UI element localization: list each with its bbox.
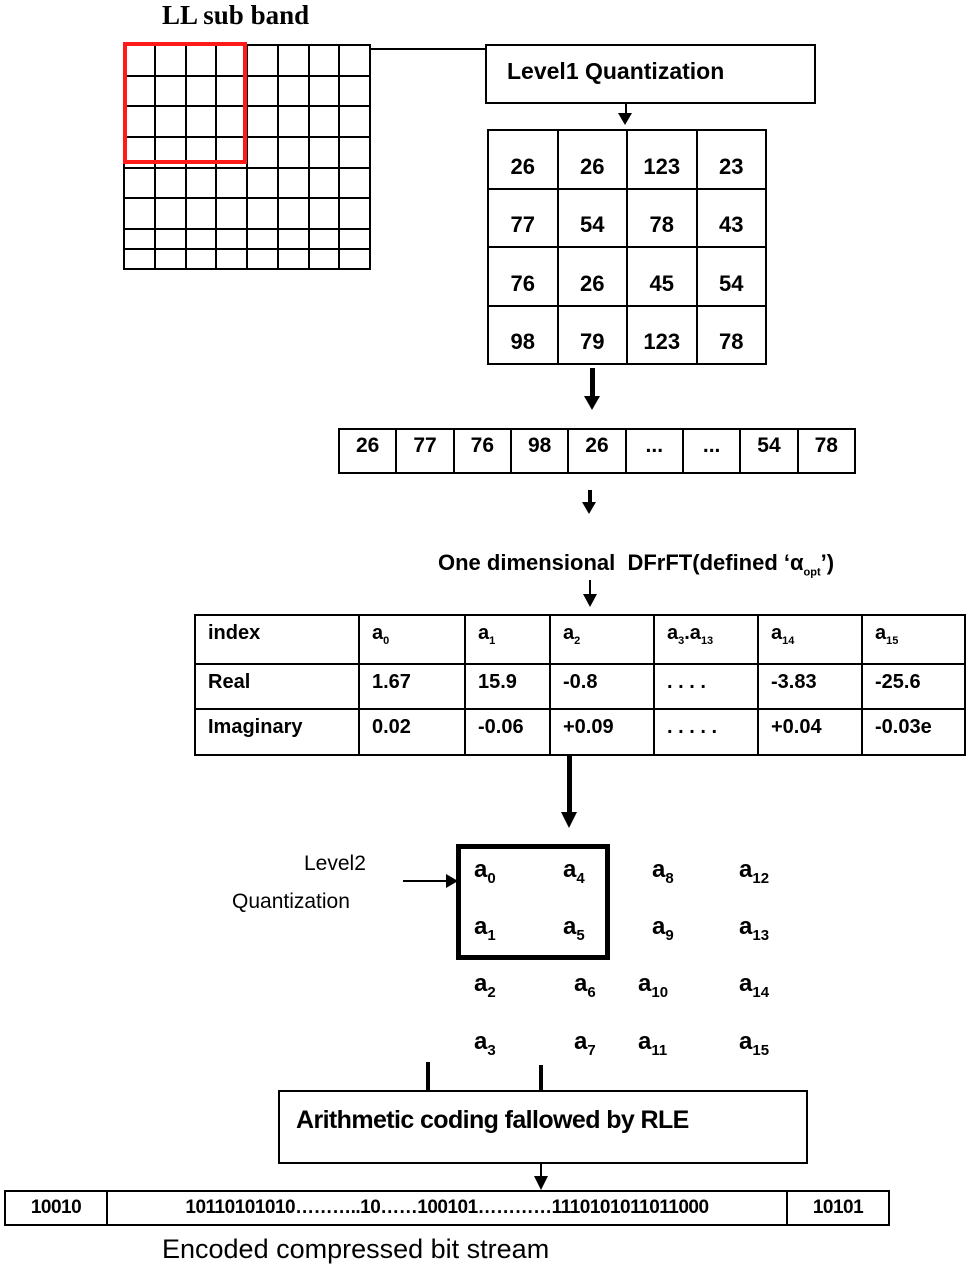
connector-tick — [539, 1065, 543, 1092]
matrix-cell: 45 — [627, 247, 697, 306]
coef-a10: $a_{10}$ — [638, 970, 669, 1001]
coef-a3: $a_3$ — [474, 1028, 496, 1059]
vector-cell: 78 — [798, 429, 855, 473]
matrix-cell: 26 — [558, 130, 628, 189]
matrix-cell: 98 — [488, 306, 558, 365]
level1-quantization-label: Level1 Quantization — [507, 58, 725, 84]
ll-highlight-block — [123, 42, 247, 164]
coef-symbol: a — [478, 622, 490, 644]
ll-subband-title: LL sub band — [162, 0, 310, 30]
matrix-cell: 78 — [627, 189, 697, 248]
table-cell: -0.06 — [465, 709, 550, 755]
coef-index: 3 — [678, 635, 685, 647]
matrix-cell: 54 — [697, 247, 767, 306]
coef-a14: $a_{14}$ — [739, 970, 770, 1001]
arithmetic-coding-box — [278, 1090, 808, 1164]
coef-a5: $a_5$ — [563, 913, 585, 944]
matrix-cell: 79 — [558, 306, 628, 365]
arithmetic-coding-label: Arithmetic coding fallowed by RLE — [296, 1106, 689, 1134]
matrix-cell: 26 — [488, 130, 558, 189]
coef-a2: $a_2$ — [474, 970, 496, 1001]
table-cell: -0.8 — [550, 664, 654, 710]
vector-cell: ... — [683, 429, 740, 473]
table-cell: . . . . . — [654, 709, 758, 755]
header-cell — [465, 615, 550, 664]
arrow-down-icon — [582, 502, 596, 514]
coef-a7: $a_7$ — [574, 1028, 596, 1059]
matrix-cell: 54 — [558, 189, 628, 248]
arrow-shaft — [567, 756, 572, 814]
zigzag-vector — [338, 428, 856, 474]
coef-a0: $a_0$ — [474, 856, 496, 887]
matrix-cell: 123 — [627, 130, 697, 189]
table-cell: +0.04 — [758, 709, 862, 755]
coef-symbol: a — [875, 622, 887, 644]
matrix-cell: 43 — [697, 189, 767, 248]
matrix-cell: 23 — [697, 130, 767, 189]
matrix-cell: 78 — [697, 306, 767, 365]
coef-symbol: .a — [684, 622, 701, 644]
table-cell: -25.6 — [862, 664, 965, 710]
row-label: Real — [195, 664, 359, 710]
dfrft-label-suffix: ’) — [820, 550, 835, 575]
header-cell — [359, 615, 465, 664]
header-cell — [862, 615, 965, 664]
coef-symbol: a — [667, 622, 679, 644]
coef-index: 2 — [574, 635, 581, 647]
coef-index: 13 — [700, 635, 714, 647]
vector-cell: 54 — [740, 429, 797, 473]
arrow-down-icon — [583, 594, 597, 607]
table-cell: +0.09 — [550, 709, 654, 755]
level2-label-line2: Quantization — [232, 890, 350, 913]
arrow-shaft — [590, 368, 595, 398]
table-cell: -3.83 — [758, 664, 862, 710]
connector-line — [371, 48, 487, 50]
matrix-cell: 77 — [488, 189, 558, 248]
arrow-down-icon — [561, 812, 577, 828]
coef-a15: $a_{15}$ — [739, 1028, 770, 1059]
matrix-cell: 26 — [558, 247, 628, 306]
dfrft-label — [438, 550, 834, 578]
coef-a4: $a_4$ — [563, 856, 585, 887]
alpha-subscript: opt — [803, 566, 821, 579]
header-cell — [758, 615, 862, 664]
arrow-shaft — [403, 880, 448, 882]
vector-cell: ... — [626, 429, 683, 473]
coef-symbol: a — [372, 622, 384, 644]
vector-cell: 76 — [454, 429, 511, 473]
matrix-cell: 76 — [488, 247, 558, 306]
vector-cell: 77 — [396, 429, 453, 473]
coef-index: 0 — [383, 635, 390, 647]
table-cell: . . . . — [654, 664, 758, 710]
vector-cell: 26 — [568, 429, 625, 473]
arrow-down-icon — [534, 1176, 548, 1190]
arrow-down-icon — [584, 396, 600, 410]
bitstream-caption: Encoded compressed bit stream — [162, 1234, 550, 1264]
coef-a8: $a_8$ — [652, 856, 674, 887]
table-row-real — [195, 664, 965, 710]
level2-label-line1: Level2 — [304, 852, 366, 875]
dfrft-coefficient-table — [194, 614, 966, 756]
coef-a12: $a_{12}$ — [739, 856, 770, 887]
coef-a6: $a_6$ — [574, 970, 596, 1001]
connector-tick — [426, 1062, 430, 1092]
table-header-row — [195, 615, 965, 664]
header-cell — [654, 615, 758, 664]
table-cell: 1.67 — [359, 664, 465, 710]
coef-a1: $a_1$ — [474, 913, 496, 944]
row-label: Imaginary — [195, 709, 359, 755]
bitstream-tail-segment: 10101 — [787, 1191, 889, 1225]
table-cell: 15.9 — [465, 664, 550, 710]
coef-index: 1 — [489, 635, 496, 647]
coef-a11: $a_{11}$ — [638, 1028, 668, 1059]
vector-cell: 98 — [511, 429, 568, 473]
table-cell: -0.03e — [862, 709, 965, 755]
coef-a13: $a_{13}$ — [739, 913, 770, 944]
bitstream-body-segment: 10110101010………..10……100101…………1110101011011000 — [107, 1191, 787, 1225]
arrow-down-icon — [618, 113, 632, 125]
header-cell — [550, 615, 654, 664]
bitstream-header-segment: 10010 — [5, 1191, 107, 1225]
coef-symbol: a — [563, 622, 575, 644]
table-row-imaginary — [195, 709, 965, 755]
encoded-bitstream — [4, 1190, 890, 1226]
table-cell: 0.02 — [359, 709, 465, 755]
coef-a9: $a_9$ — [652, 913, 674, 944]
header-cell: index — [195, 615, 359, 664]
coef-index: 14 — [782, 635, 795, 647]
dfrft-label-text: One dimensional DFrFT(defined ‘α — [438, 550, 804, 575]
coef-symbol: a — [771, 622, 783, 644]
level1-matrix — [487, 129, 767, 365]
matrix-cell: 123 — [627, 306, 697, 365]
coef-index: 15 — [886, 635, 899, 647]
level1-quantization-box — [485, 44, 816, 104]
vector-cell: 26 — [339, 429, 396, 473]
